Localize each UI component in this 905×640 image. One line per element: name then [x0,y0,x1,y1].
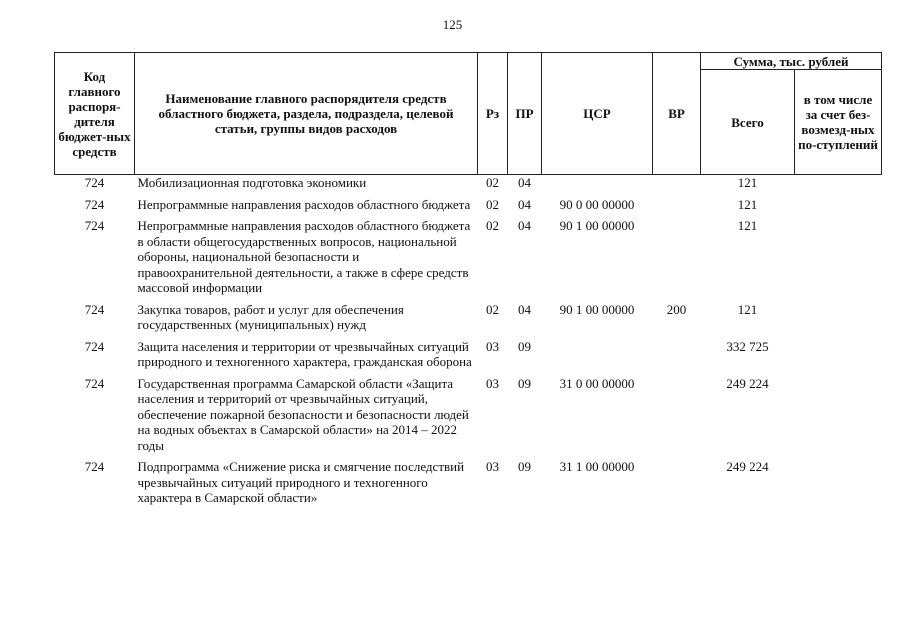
table-header [55,53,882,175]
cell-name: Подпрограмма «Снижение риска и смягчение последствий чрезвычайных ситуаций природного и техногенного характера в Самарской области» [137,459,465,505]
cell-total: 121 [737,218,758,233]
cell-csr: 90 1 00 00000 [559,301,635,317]
cell-total: 121 [737,175,758,190]
cell-code: 724 [84,175,105,190]
table-row [55,370,882,454]
cell-rz: 03 [486,459,499,474]
cell-vr [653,370,701,454]
cell-code: 724 [84,301,105,317]
header-rz: Рз [478,53,508,175]
header-name: Наименование главного распорядителя средств областного бюджета, раздела, подраздела, целевой статьи, группы видов расходов [135,53,478,175]
cell-total: 249 224 [726,459,769,474]
table-row [55,175,882,191]
header-total: Всего [701,70,795,175]
table-row [55,333,882,370]
cell-vr [653,333,701,370]
cell-pr: 09 [518,375,531,391]
cell-vr [653,175,701,191]
cell-rz: 03 [486,338,499,354]
cell-pr: 04 [518,218,531,233]
table-row [55,296,882,333]
cell-total: 332 725 [726,338,769,354]
cell-pr: 09 [518,338,531,354]
cell-free [795,296,882,333]
cell-csr [542,333,653,370]
cell-csr: 31 0 00 00000 [559,375,635,391]
header-sum: Сумма, тыс. рублей [701,53,882,70]
cell-name: Закупка товаров, работ и услуг для обеспечения государственных (муниципальных) нужд [137,301,404,332]
table-row [55,212,882,296]
cell-pr: 09 [518,459,531,474]
header-free: в том числе за счет без-возмезд-ных по-ступлений [795,70,882,175]
cell-name: Непрограммные направления расходов областного бюджета [137,196,471,212]
cell-total: 121 [737,196,758,212]
cell-free [795,370,882,454]
cell-pr: 04 [518,301,531,317]
cell-name: Мобилизационная подготовка экономики [137,175,367,190]
cell-total: 249 224 [726,375,769,391]
cell-rz: 02 [486,196,499,212]
cell-name: Непрограммные направления расходов областного бюджета в области общегосударственных вопросов, национальной обороны, национальной безопасности и правоохранительной деятельности, а также в сфере средств массовой информации [137,218,471,295]
cell-free [795,453,882,506]
cell-name: Защита населения и территории от чрезвычайных ситуаций природного и техногенного характера, гражданская оборона [137,338,472,369]
cell-csr: 90 1 00 00000 [559,218,635,233]
cell-rz: 02 [486,218,499,233]
header-vr: ВР [653,53,701,175]
cell-free [795,333,882,370]
cell-free [795,175,882,191]
header-code: Код главного распоря-дителя бюджет-ных средств [55,53,135,175]
cell-code: 724 [84,459,105,474]
cell-free [795,191,882,213]
cell-vr [653,191,701,213]
cell-total: 121 [737,301,758,317]
cell-pr: 04 [518,175,531,190]
cell-code: 724 [84,375,105,391]
cell-name: Государственная программа Самарской области «Защита населения и территорий от чрезвычайных ситуаций, обеспечение пожарной безопасности и безопасности людей на водных объектах в Самарской области» на 2014 – 2022 годы [137,375,469,453]
cell-vr: 200 [666,301,687,317]
cell-rz: 03 [486,375,499,391]
table-row [55,453,882,506]
cell-csr: 31 1 00 00000 [559,459,635,474]
cell-pr: 04 [518,196,531,212]
cell-csr: 90 0 00 00000 [559,196,635,212]
table-body [55,175,882,506]
cell-vr [653,212,701,296]
cell-vr [653,453,701,506]
cell-rz: 02 [486,175,499,190]
page-number: 125 [442,17,463,32]
cell-code: 724 [84,338,105,354]
cell-code: 724 [84,196,105,212]
cell-code: 724 [84,218,105,233]
header-pr: ПР [508,53,542,175]
header-csr: ЦСР [542,53,653,175]
cell-rz: 02 [486,301,499,317]
cell-csr [542,175,653,191]
table-row [55,191,882,213]
cell-free [795,212,882,296]
budget-table [54,52,882,506]
